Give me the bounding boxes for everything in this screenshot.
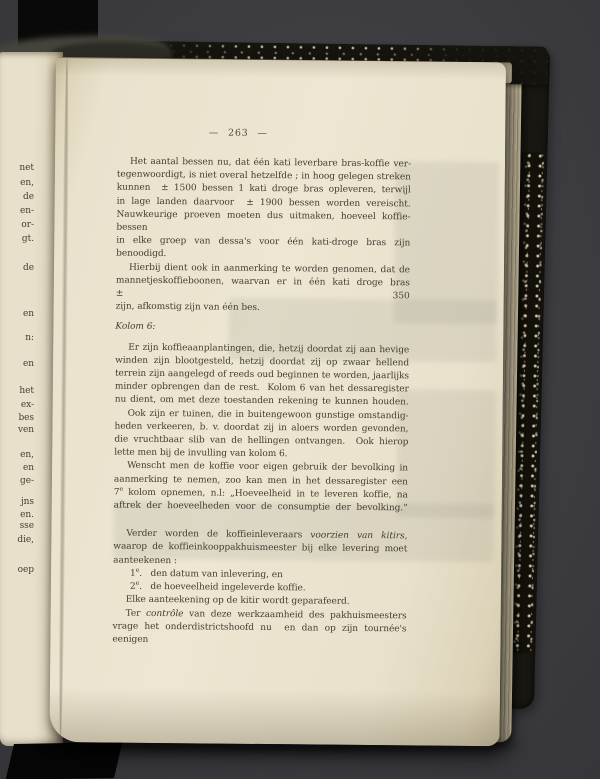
paragraph-2 [116,261,410,317]
left-page-text-fragment: jns [20,497,34,507]
gutter-fold-shadow [57,58,70,742]
left-page-text-fragment: ex- [20,400,34,410]
left-page-text-fragment: net [19,163,34,173]
text-line: Wenscht men de koffie voor eigen gebruik der bevolking in [127,461,409,474]
text-line: 2e. de hoeveelheid ingeleverde koffie. [129,579,306,594]
text-line: Hierbij dient ook in aanmerking te worden genomen, dat de [128,262,411,276]
left-page-text-fragment: die, [17,535,34,545]
left-page-text-fragment: oep [17,565,34,575]
left-page-text-fragment: sse [19,521,34,531]
text-line: Ook zijn er tuinen, die in buitengewoon gunstige omstandig- [127,408,409,422]
text-line: Elke aanteekening op de kitir wordt geparafeerd. [125,594,350,608]
text-line: terrein zijn aangelegd of reeds oud beginnen te worden, jaarlijks [114,368,410,382]
left-page-text-fragment: gt. [21,234,34,244]
paragraph-6 [113,528,407,570]
text-line: Verder worden de koffieinleveraars voorzien van kitirs, [126,528,408,542]
text-line: aftrek der hoeveelheden voor de consumptie der bevolking.” [113,500,408,514]
left-page-text-fragment: het [19,386,34,396]
book-page [49,58,506,746]
paragraph-8 [112,607,406,649]
numbered-list [113,567,407,596]
left-page-text-fragment: en, [20,178,34,188]
text-line: Het aantal bessen nu, dat één kati leverbare bras-koffie ver- [129,156,412,170]
text-line: minder opbrengen dan de rest. Kolom 6 van het dessaregister [114,381,409,395]
paragraph-1 [116,156,411,264]
left-page-text-fragment: en [22,359,34,369]
left-page-text-fragment: en, [20,450,34,460]
text-line: in lage landen daarvoor ± 1900 bessen worden vereischt. [116,196,411,210]
left-page-text-fragment: en. [20,510,34,520]
text-line: aanteekenen : [113,555,177,566]
text-line: zijn, afkomstig zijn van één bes. [115,301,260,314]
text-line: Ter contrôle van deze werkzaamheid des pakhuismeesters [125,608,407,621]
left-page-text-fragment: or- [21,220,34,230]
text-line: aanmerking te nemen, zoo kan men in het dessaregister een [113,474,408,488]
heading-kolom-6 [115,321,409,337]
text-line: 7e kolom opnemen, n.l: „Hoeveelheid in te leveren koffie, na [113,485,408,501]
text-line: Nauwkeurige proeven moeten dus uitmaken, hoeveel koffie-bessen [116,209,411,233]
text-line: lette men bij de invulling van kolom 6. [114,447,288,460]
text-line: winden zijn blootgesteld, hetzij doordat zij op zwaar hellend [115,355,410,369]
left-page-text-fragment: en [22,309,34,319]
left-page-text-fragment: bes [18,413,34,423]
left-page-text-fragment: de [23,192,34,202]
text-line: die vruchtbaar slib van de hellingen ontvangen. Ook hierop [114,434,409,448]
paragraph-3 [115,341,410,410]
text-line: tegenwoordigt, is niet overal hetzelfde ; in hoog gelegen streken [116,169,411,183]
left-page-text-fragment: en- [19,206,34,216]
text-line: nu dient, om met deze toestanden rekening te kunnen houden. [114,395,409,408]
text-line: waarop de koffieinkooppakhuismeester bij elke levering moet [113,542,408,555]
paragraph-5 [114,460,408,516]
text-line: kunnen ± 1500 bessen 1 kati droge bras opleveren, terwijl [116,182,411,196]
page-text [112,156,411,650]
left-page-text-fragment: de [23,263,34,273]
text-line: heden verkeeren, b. v. doordat zij in aloers worden gevonden, [114,421,409,435]
text-line: in elke groep van dessa's voor één kati-droge bras zijn benoodigd. [116,235,411,260]
left-page-text-fragment: n: [25,333,34,343]
ink-showthrough [397,389,496,518]
left-page-text-fragment: ge- [20,476,34,486]
facing-page-text-column [0,0,37,779]
text-line: Er zijn koffieaanplantingen, die, hetzij doordat zij aan hevige [128,342,410,356]
page-number: — 263 — [208,127,268,140]
left-page-text-fragment: en [22,463,34,473]
text-line: mannetjeskoffieboonen, waarvan er in één kati droge bras ± 350 [115,275,410,302]
text-line: vrage het onderdistrictshoofd nu en dan op zijn tournée's eenigen [112,621,407,645]
text-line: Kolom 6: [115,322,156,333]
paragraph-4 [114,407,408,463]
left-page-text-fragment: ven [17,425,34,435]
text-line: 1e. den datum van inlevering, en [130,566,283,581]
